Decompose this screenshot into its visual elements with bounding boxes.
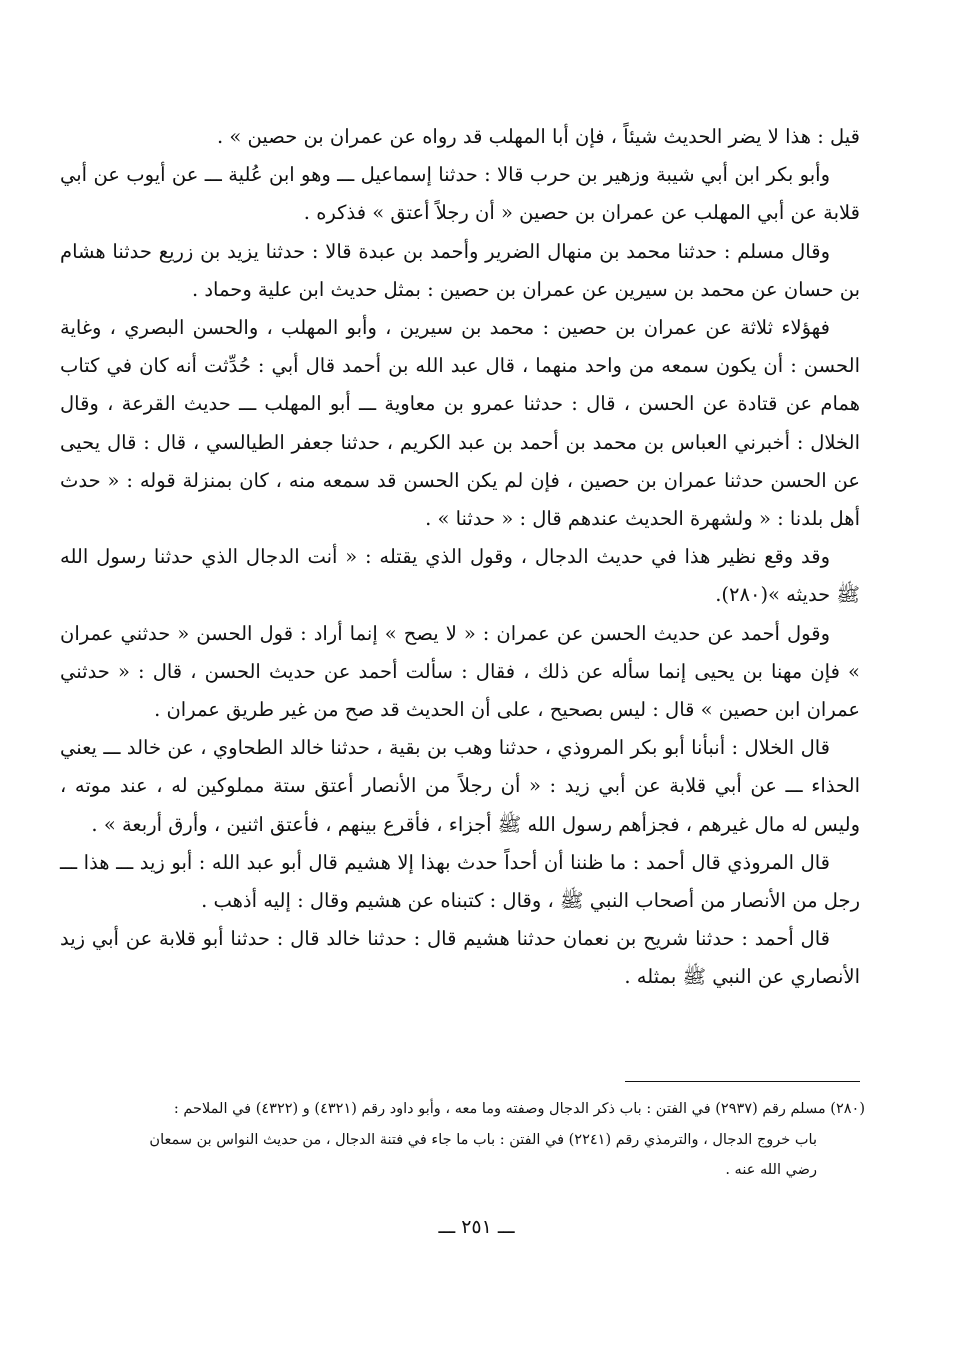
paragraph-8: قال المروذي قال أحمد : ما ظننا أن أحداً حدث بهذا إلا هشيم قال أبو عبد الله : أبو زيد ـــ هذا ـــ رجل من الأنصار من أصحاب النبي ﷺ ، وقال : كتبناه عن هشيم وقال : إليه أذهب .	[60, 850, 860, 913]
page-number: ـــ ٢٥١ ـــ	[438, 1216, 515, 1238]
paragraph-2: وأبو بكر ابن أبي شيبة وزهير بن حرب قالا : حدثنا إسماعيل ـــ وهو ابن عُلية ـــ عن أيوب عن أبي قلابة عن أبي المهلب عن عمران بن حصين « أن رجلاً أعتق » فذكره .	[60, 163, 860, 225]
paragraph-1: قيل : هذا لا يضر الحديث شيئاً ، فإن أبا المهلب قد رواه عن عمران بن حصين » .	[217, 125, 860, 148]
footnote-divider	[625, 1081, 860, 1082]
paragraph-3: وقال مسلم : حدثنا محمد بن منهال الضرير وأحمد بن عبدة قالا : حدثنا يزيد بن زريع حدثنا هشام بن حسان عن محمد بن سيرين عن عمران بن حصين : بمثل حديث ابن علية وحماد .	[60, 239, 860, 301]
paragraph-7: قال الخلال : أنبأنا أبو بكر المروذي ، حدثنا وهب بن بقية ، حدثنا خالد الطحاوي ، عن خالد ـــ يعني الحذاء ـــ عن أبي قلابة عن أبي زيد : « أن رجلاً من الأنصار أعتق ستة مملوكين له ، عند موته ، وليس له مال غيرهم ، فجزأهم رسول الله ﷺ أجزاء ، فأقرع بينهم ، فأعتق اثنين ، وأرق أربعة » .	[60, 736, 860, 836]
paragraph-9: قال أحمد : حدثنا شريح بن نعمان حدثنا هشيم قال : حدثنا خالد قال : حدثنا أبو قلابة عن أبي زيد الأنصاري عن النبي ﷺ بمثله .	[60, 927, 860, 989]
paragraph-6: وقول أحمد عن حديث الحسن عن عمران : « لا يصح » إنما أراد : قول الحسن « حدثني عمران » فإن مهنا بن يحيى إنما سأله عن ذلك ، فقال : سألت أحمد عن حديث الحسن ، قال : « حدثني عمران ابن حصين » قال : ليس بصحيح ، على أن الحديث قد صح من غير طريق عمران .	[60, 621, 860, 722]
paragraph-4: فهؤلاء ثلاثة عن عمران بن حصين : محمد بن سيرين ، وأبو المهلب ، والحسن البصري ، وغاية الحسن : أن يكون سمعه من واحد منهما ، قال عبد الله بن أحمد قال أبي : حُدِّثت أنه كان في كتاب همام عن قتادة عن الحسن ، قال : حدثنا عمرو بن معاوية ـــ أبو المهلب ـــ حديث القرعة ، وقال الخلال : أخبرني العباس بن محمد بن أحمد بن عبد الكريم ، حدثنا جعفر الطيالسي ، قال : قال يحيى عن الحسن حدثنا عمران بن حصين ، فإن لم يكن الحسن قد سمعه منه ، كان بمنزلة قوله : « حدث أهل بلدنا : « ولشهرة الحديث عندهم قال : « حدثنا » .	[60, 316, 860, 531]
footnote-line: (٢٨٠) مسلم رقم (٢٩٣٧) في الفتن : باب ذكر الدجال وصفته وما معه ، وأبو داود رقم (٤٣٢١) و (٤٣٢٢) في الملاحم :	[173, 1101, 865, 1117]
page-body	[60, 118, 860, 997]
footnote-line: رضي الله عنه .	[725, 1162, 817, 1178]
footnotes	[60, 1094, 865, 1186]
footnote-line: باب خروج الدجال ، والترمذي رقم (٢٢٤١) في الفتن : باب ما جاء في فتنة الدجال ، من حديث النواس بن سمعان	[149, 1131, 817, 1148]
paragraph-5: وقد وقع نظير هذا في حديث الدجال ، وقول الذي يقتله : « أنت الدجال الذي حدثنا رسول الله ﷺ حديثه »(٢٨٠).	[60, 545, 860, 607]
